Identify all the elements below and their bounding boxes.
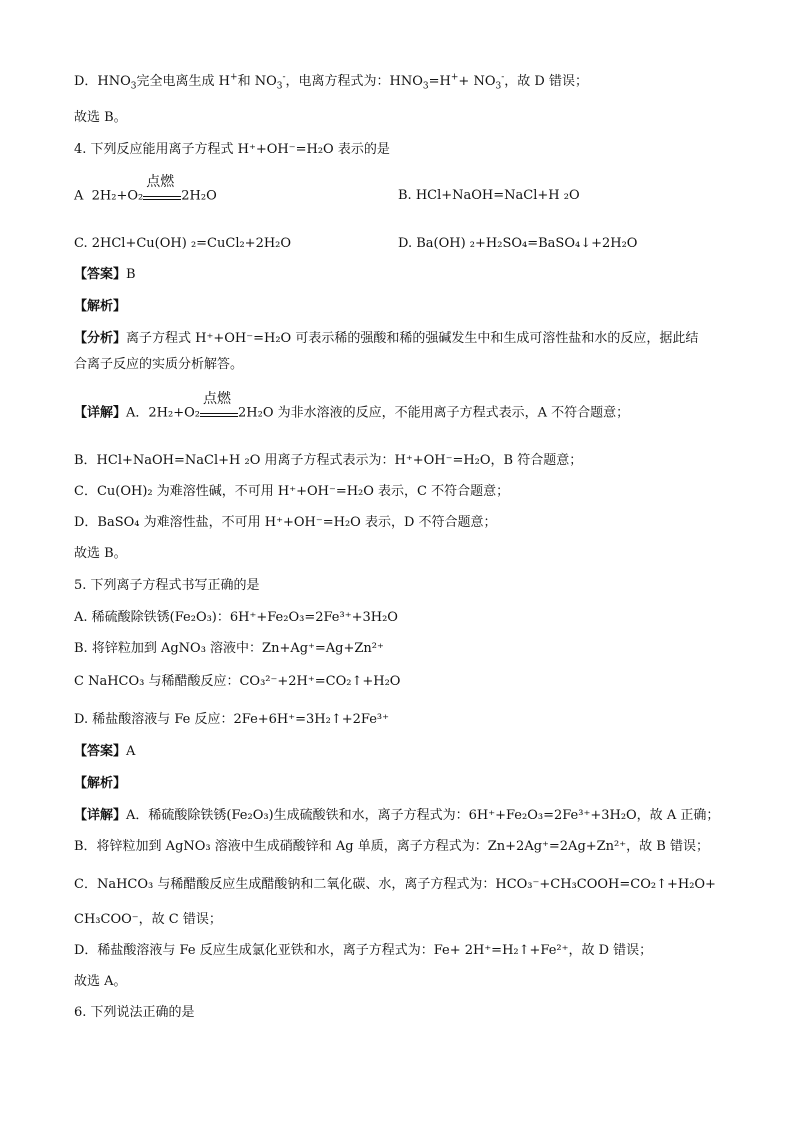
detail-5-c-line-1: C．NaHCO₃ 与稀醋酸反应生成醋酸钠和二氧化碳、水，离子方程式为：HCO₃⁻+CH₃COOH=CO₂↑+H₂O+ — [74, 877, 716, 892]
detail-5-c-line-2: CH₃COO⁻，故 C 错误； — [74, 912, 222, 927]
prev-option-d-explanation: D．$HNO_3$完全电离生成 H+和 $NO_3^-$，电离方程式为：$HNO_3=H^++ NO_3^-$，故 D 错误； — [74, 72, 588, 92]
answer-5: 【答案】A — [74, 744, 136, 759]
detail-4-a: 【详解】A．2H₂+O₂ 点燃 2H₂O 为非水溶液的反应，不能用离子方程式表示，A 不符合题意； — [74, 391, 630, 421]
answer-4: 【答案】B — [74, 267, 136, 282]
question-6-stem: 6. 下列说法正确的是 — [74, 1005, 195, 1020]
analysis-heading-4: 【解析】 — [74, 299, 127, 314]
conclusion-line: 故选 B。 — [74, 110, 127, 125]
conclusion-4: 故选 B。 — [74, 546, 127, 561]
question-5-option-d: D. 稀盐酸溶液与 Fe 反应：2Fe+6H⁺=3H₂↑+2Fe³⁺ — [74, 712, 389, 727]
question-5-option-c: C NaHCO₃ 与稀醋酸反应：CO₃²⁻+2H⁺=CO₂↑+H₂O — [74, 674, 401, 689]
reaction-condition-2: 点燃 — [200, 404, 238, 422]
detail-5-d: D．稀盐酸溶液与 Fe 反应生成氯化亚铁和水，离子方程式为：Fe+ 2H⁺=H₂↑+Fe²⁺，故 D 错误； — [74, 943, 653, 958]
detail-5-b: B．将锌粒加到 AgNO₃ 溶液中生成硝酸锌和 Ag 单质，离子方程式为：Zn+2Ag⁺=2Ag+Zn²⁺，故 B 错误； — [74, 839, 709, 854]
reaction-condition: 点燃 — [143, 187, 181, 205]
question-5-stem: 5. 下列离子方程式书写正确的是 — [74, 578, 260, 593]
analysis-4-line-1: 【分析】离子方程式 H⁺+OH⁻=H₂O 可表示稀的强酸和稀的强碱发生中和生成可溶性盐和水的反应，据此结 — [74, 331, 699, 346]
question-4-option-b: B. HCl+NaOH=NaCl+H ₂O — [398, 188, 580, 203]
question-4-option-a: A 2H₂+O₂ 点燃 2H₂O — [74, 174, 217, 204]
detail-4-d: D．BaSO₄ 为难溶性盐，不可用 H⁺+OH⁻=H₂O 表示，D 不符合题意； — [74, 515, 497, 530]
detail-4-c: C．Cu(OH)₂ 为难溶性碱，不可用 H⁺+OH⁻=H₂O 表示，C 不符合题意； — [74, 484, 510, 499]
conclusion-5: 故选 A。 — [74, 974, 127, 989]
question-4-option-d: D. Ba(OH) ₂+H₂SO₄=BaSO₄↓+2H₂O — [398, 236, 638, 251]
detail-5-a: 【详解】A．稀硫酸除铁锈(Fe₂O₃)生成硫酸铁和水，离子方程式为：6H⁺+Fe₂O₃=2Fe³⁺+3H₂O，故 A 正确； — [74, 808, 720, 823]
question-4-option-c: C. 2HCl+Cu(OH) ₂=CuCl₂+2H₂O — [74, 236, 292, 251]
analysis-heading-5: 【解析】 — [74, 776, 127, 791]
question-4-stem: 4. 下列反应能用离子方程式 H⁺+OH⁻=H₂O 表示的是 — [74, 142, 390, 157]
question-5-option-a: A. 稀硫酸除铁锈(Fe₂O₃)：6H⁺+Fe₂O₃=2Fe³⁺+3H₂O — [74, 610, 398, 625]
detail-4-b: B．HCl+NaOH=NaCl+H ₂O 用离子方程式表示为：H⁺+OH⁻=H₂O，B 符合题意； — [74, 453, 583, 468]
question-5-option-b: B. 将锌粒加到 AgNO₃ 溶液中：Zn+Ag⁺=Ag+Zn²⁺ — [74, 641, 384, 656]
analysis-4-line-2: 合离子反应的实质分析解答。 — [74, 357, 244, 372]
